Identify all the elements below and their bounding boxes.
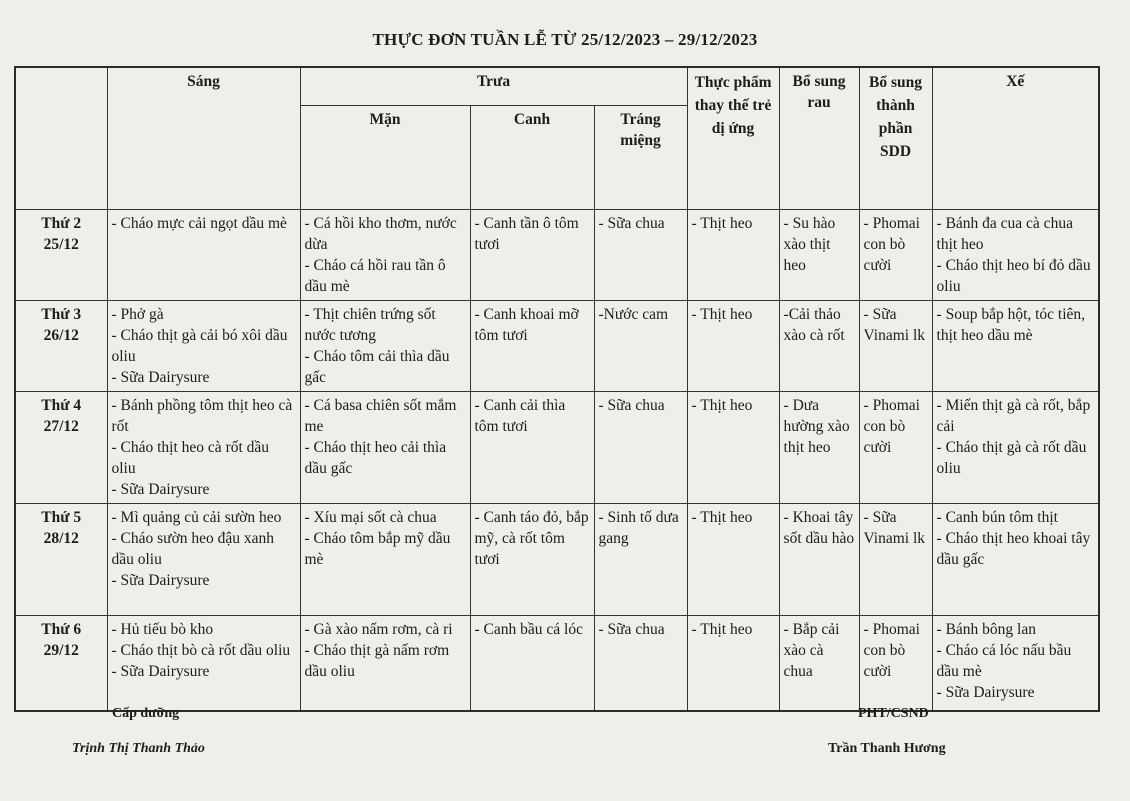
day-name: Thứ 4 — [41, 396, 82, 414]
menu-item: - Cháo thịt bò cà rốt dầu oliu — [111, 641, 291, 659]
menu-row — [15, 615, 1099, 711]
menu-item: - Miến thịt gà cà rốt, bắp cải — [936, 396, 1091, 435]
menu-item: - Bánh bông lan — [936, 620, 1036, 638]
canh-cell — [470, 391, 594, 503]
xe-cell — [932, 615, 1099, 711]
menu-item: - Sữa Dairysure — [111, 571, 210, 589]
menu-item: - Mì quảng củ cải sườn heo — [111, 508, 282, 526]
menu-item: - Sữa Dairysure — [111, 480, 210, 498]
menu-item: - Phomai con bò cười — [863, 620, 920, 680]
menu-item: - Canh cải thìa tôm tươi — [474, 396, 566, 435]
man-cell — [300, 615, 470, 711]
rau-cell — [779, 300, 859, 391]
trang-mieng-cell — [594, 391, 687, 503]
menu-row — [15, 300, 1099, 391]
menu-item: - Sữa chua — [598, 620, 665, 638]
menu-item: - Thịt heo — [691, 305, 753, 323]
menu-item: - Sinh tố dưa gang — [598, 508, 679, 547]
menu-item: - Dưa hường xào thịt heo — [783, 396, 850, 456]
menu-item: - Xíu mại sốt cà chua — [304, 508, 437, 526]
sdd-cell — [859, 503, 932, 615]
sang-cell — [107, 503, 300, 615]
menu-item: - Sữa Dairysure — [111, 662, 210, 680]
day-date: 25/12 — [43, 235, 79, 253]
menu-item: - Canh tần ô tôm tươi — [474, 214, 579, 253]
day-date: 29/12 — [43, 641, 79, 659]
rau-cell — [779, 615, 859, 711]
day-cell — [15, 503, 107, 615]
menu-item: - Thịt heo — [691, 620, 753, 638]
menu-item: - Cháo sườn heo đậu xanh dầu oliu — [111, 529, 275, 568]
menu-item: - Bắp cải xào cà chua — [783, 620, 840, 680]
menu-row — [15, 391, 1099, 503]
menu-item: - Canh táo đỏ, bắp mỹ, cà rốt tôm tươi — [474, 508, 589, 568]
menu-item: -Cải thảo xào cà rốt — [783, 305, 845, 344]
menu-item: - Cháo thịt gà nấm rơm dầu oliu — [304, 641, 450, 680]
menu-item: - Hủ tiếu bò kho — [111, 620, 214, 638]
sang-cell — [107, 615, 300, 711]
header-sang: Sáng — [107, 67, 300, 209]
menu-item: - Khoai tây sốt dầu hào — [783, 508, 855, 547]
header-xe: Xế — [932, 67, 1099, 209]
rau-cell — [779, 209, 859, 300]
left-signer-role: Cấp dưỡng — [112, 706, 180, 721]
trang-mieng-cell — [594, 209, 687, 300]
thuc-pham-cell — [687, 615, 779, 711]
sang-cell — [107, 209, 300, 300]
menu-item: - Canh bầu cá lóc — [474, 620, 583, 638]
man-cell — [300, 209, 470, 300]
canh-cell — [470, 209, 594, 300]
menu-item: - Cháo tôm bắp mỹ dầu mè — [304, 529, 451, 568]
day-name: Thứ 2 — [41, 214, 82, 232]
header-row-top — [15, 67, 1099, 105]
menu-item: - Sữa chua — [598, 396, 665, 414]
menu-item: - Gà xào nấm rơm, cà ri — [304, 620, 453, 638]
menu-item: - Phở gà — [111, 305, 164, 323]
menu-item: - Sữa Vinami lk — [863, 305, 926, 344]
menu-item: - Bánh đa cua cà chua thịt heo — [936, 214, 1073, 253]
thuc-pham-cell — [687, 391, 779, 503]
thuc-pham-cell — [687, 300, 779, 391]
man-cell — [300, 391, 470, 503]
right-signer-role: PHT/CSND — [858, 706, 929, 721]
menu-item: - Thịt heo — [691, 214, 753, 232]
sang-cell — [107, 391, 300, 503]
menu-item: - Thịt chiên trứng sốt nước tương — [304, 305, 436, 344]
header-bo-sung-rau: Bổ sung rau — [779, 67, 859, 209]
header-bo-sung-sdd: Bổ sung thành phần SDD — [859, 67, 932, 209]
day-date: 26/12 — [43, 326, 79, 344]
header-day — [15, 67, 107, 209]
day-cell — [15, 391, 107, 503]
left-signer-name: Trịnh Thị Thanh Thảo — [72, 741, 205, 756]
menu-item: - Phomai con bò cười — [863, 396, 920, 456]
menu-item: - Cháo tôm cải thìa dầu gấc — [304, 347, 450, 386]
menu-item: - Cháo thịt heo cải thìa dầu gấc — [304, 438, 447, 477]
trang-mieng-cell — [594, 300, 687, 391]
sang-cell — [107, 300, 300, 391]
header-thuc-pham: Thực phẩm thay thế trẻ dị ứng — [687, 67, 779, 209]
day-cell — [15, 615, 107, 711]
thuc-pham-cell — [687, 503, 779, 615]
canh-cell — [470, 615, 594, 711]
xe-cell — [932, 503, 1099, 615]
sdd-cell — [859, 391, 932, 503]
menu-item: - Thịt heo — [691, 508, 753, 526]
xe-cell — [932, 391, 1099, 503]
day-name: Thứ 3 — [41, 305, 82, 323]
header-canh: Canh — [470, 105, 594, 209]
menu-item: - Cháo mực cải ngọt dầu mè — [111, 214, 287, 232]
menu-row — [15, 209, 1099, 300]
canh-cell — [470, 503, 594, 615]
day-cell — [15, 209, 107, 300]
rau-cell — [779, 391, 859, 503]
header-trua: Trưa — [300, 67, 687, 105]
menu-item: - Cháo thịt heo cà rốt dầu oliu — [111, 438, 270, 477]
day-cell — [15, 300, 107, 391]
sdd-cell — [859, 300, 932, 391]
header-trang-mieng: Tráng miệng — [594, 105, 687, 209]
menu-item: - Bánh phồng tôm thịt heo cà rốt — [111, 396, 293, 435]
day-name: Thứ 5 — [41, 508, 82, 526]
man-cell — [300, 300, 470, 391]
menu-item: - Cháo cá hồi rau tần ô dầu mè — [304, 256, 446, 295]
sdd-cell — [859, 615, 932, 711]
trang-mieng-cell — [594, 503, 687, 615]
menu-item: - Sữa Vinami lk — [863, 508, 926, 547]
menu-item: - Cháo thịt heo bí đỏ dầu oliu — [936, 256, 1091, 295]
header-man: Mặn — [300, 105, 470, 209]
right-signer-name: Trần Thanh Hương — [828, 741, 946, 756]
menu-item: - Cháo thịt heo khoai tây dầu gấc — [936, 529, 1091, 568]
menu-item: - Sữa Dairysure — [111, 368, 210, 386]
xe-cell — [932, 300, 1099, 391]
menu-body — [15, 209, 1099, 711]
man-cell — [300, 503, 470, 615]
menu-item: - Soup bắp hột, tóc tiên, thịt heo dầu mè — [936, 305, 1086, 344]
menu-table — [14, 66, 1100, 712]
menu-item: - Cháo thịt gà cà rốt dầu oliu — [936, 438, 1087, 477]
menu-item: - Su hào xào thịt heo — [783, 214, 836, 274]
rau-cell — [779, 503, 859, 615]
trang-mieng-cell — [594, 615, 687, 711]
canh-cell — [470, 300, 594, 391]
menu-item: - Sữa Dairysure — [936, 683, 1035, 701]
day-date: 28/12 — [43, 529, 79, 547]
day-date: 27/12 — [43, 417, 79, 435]
menu-item: - Thịt heo — [691, 396, 753, 414]
day-name: Thứ 6 — [41, 620, 82, 638]
menu-item: - Sữa chua — [598, 214, 665, 232]
page-title: THỰC ĐƠN TUẦN LỄ TỪ 25/12/2023 – 29/12/2023 — [372, 30, 758, 49]
menu-item: - Cháo cá lóc nấu bầu dầu mè — [936, 641, 1072, 680]
menu-item: - Cháo thịt gà cải bó xôi dầu oliu — [111, 326, 288, 365]
thuc-pham-cell — [687, 209, 779, 300]
menu-item: -Nước cam — [598, 305, 669, 323]
menu-item: - Phomai con bò cười — [863, 214, 920, 274]
sdd-cell — [859, 209, 932, 300]
menu-item: - Canh bún tôm thịt — [936, 508, 1058, 526]
menu-row — [15, 503, 1099, 615]
menu-item: - Canh khoai mỡ tôm tươi — [474, 305, 579, 344]
xe-cell — [932, 209, 1099, 300]
menu-item: - Cá basa chiên sốt mắm me — [304, 396, 457, 435]
menu-item: - Cá hồi kho thơm, nước dừa — [304, 214, 457, 253]
